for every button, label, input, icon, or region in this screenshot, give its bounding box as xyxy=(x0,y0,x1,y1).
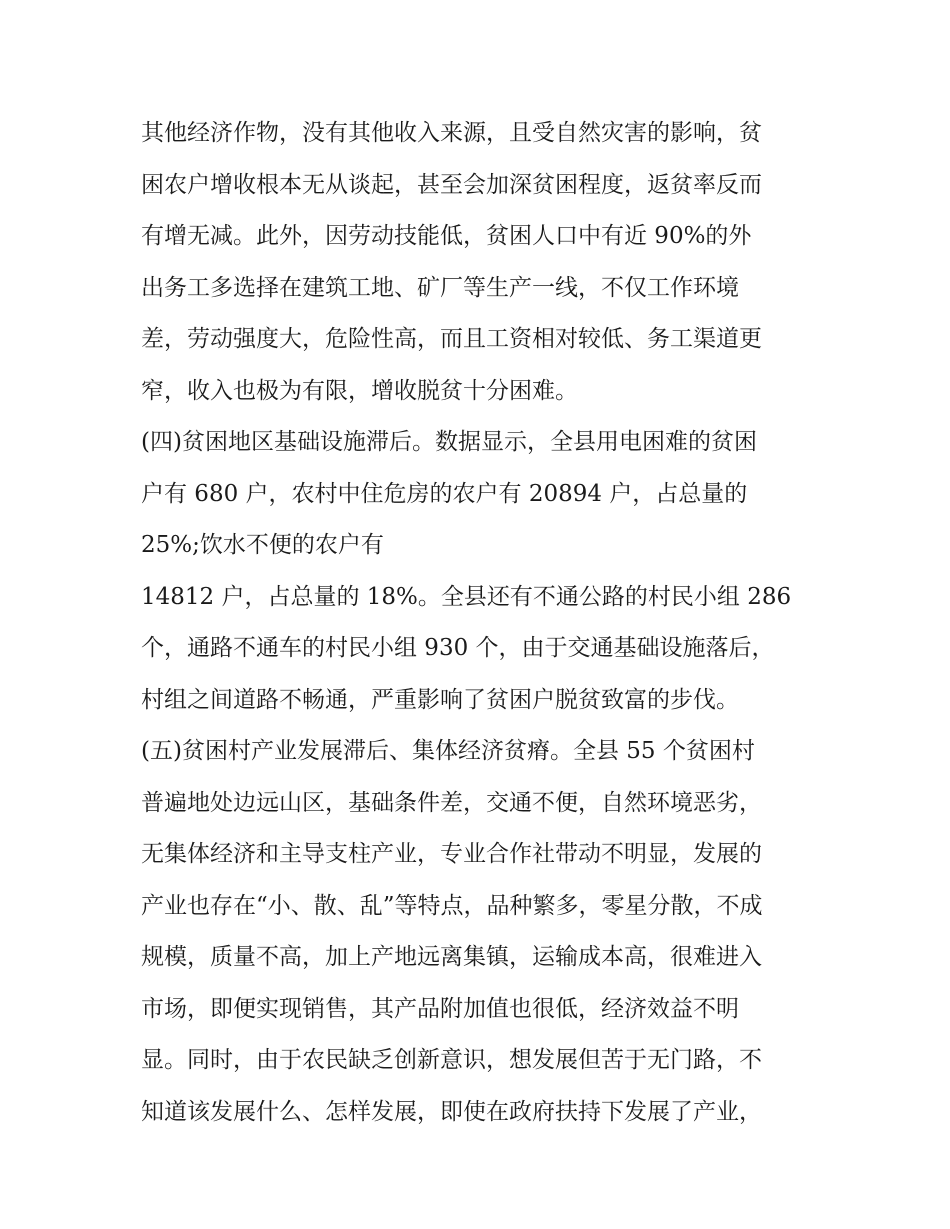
text-line: 窄，收入也极为有限，增收脱贫十分困难。 xyxy=(141,377,578,404)
text-line: 显。同时，由于农民缺乏创新意识，想发展但苦于无门路，不 xyxy=(141,1047,762,1073)
text-line: 规模，质量不高，加上产地远离集镇，运输成本高，很难进入 xyxy=(141,944,762,970)
body-text xyxy=(141,108,821,1138)
section-heading-line: (四)贫困地区基础设施滞后。数据显示，全县用电困难的贫困 xyxy=(141,429,757,455)
text-line: 出务工多选择在建筑工地、矿厂等生产一线，不仅工作环境 xyxy=(141,274,739,301)
text-line: 14812 户，占总量的 18%。全县还有不通公路的村民小组 286 xyxy=(141,583,792,610)
text-line: 市场，即便实现销售，其产品附加值也很低，经济效益不明 xyxy=(141,995,739,1022)
text-line: 村组之间道路不畅通，严重影响了贫困户脱贫致富的步伐。 xyxy=(141,686,739,713)
section-heading-line: (五)贫困村产业发展滞后、集体经济贫瘠。全县 55 个贫困村 xyxy=(141,738,755,764)
text-line: 产业也存在“小、散、乱”等特点，品种繁多，零星分散，不成 xyxy=(141,892,763,919)
text-line: 普遍地处边远山区，基础条件差，交通不便，自然环境恶劣， xyxy=(141,789,762,816)
text-line: 知道该发展什么、怎样发展，即使在政府扶持下发展了产业， xyxy=(141,1098,762,1125)
text-line: 差，劳动强度大，危险性高，而且工资相对较低、务工渠道更 xyxy=(141,326,762,352)
text-line: 25%;饮水不便的农户有 xyxy=(141,532,384,558)
text-line: 其他经济作物，没有其他收入来源，且受自然灾害的影响，贫 xyxy=(141,120,762,146)
text-line: 困农户增收根本无从谈起，甚至会加深贫困程度，返贫率反而 xyxy=(141,171,762,198)
text-line: 无集体经济和主导支柱产业，专业合作社带动不明显，发展的 xyxy=(141,841,762,867)
text-line: 户有 680 户，农村中住危房的农户有 20894 户，占总量的 xyxy=(141,480,748,507)
text-line: 个，通路不通车的村民小组 930 个，由于交通基础设施落后， xyxy=(141,635,775,661)
text-line: 有增无减。此外，因劳动技能低，贫困人口中有近 90%的外 xyxy=(141,223,752,249)
